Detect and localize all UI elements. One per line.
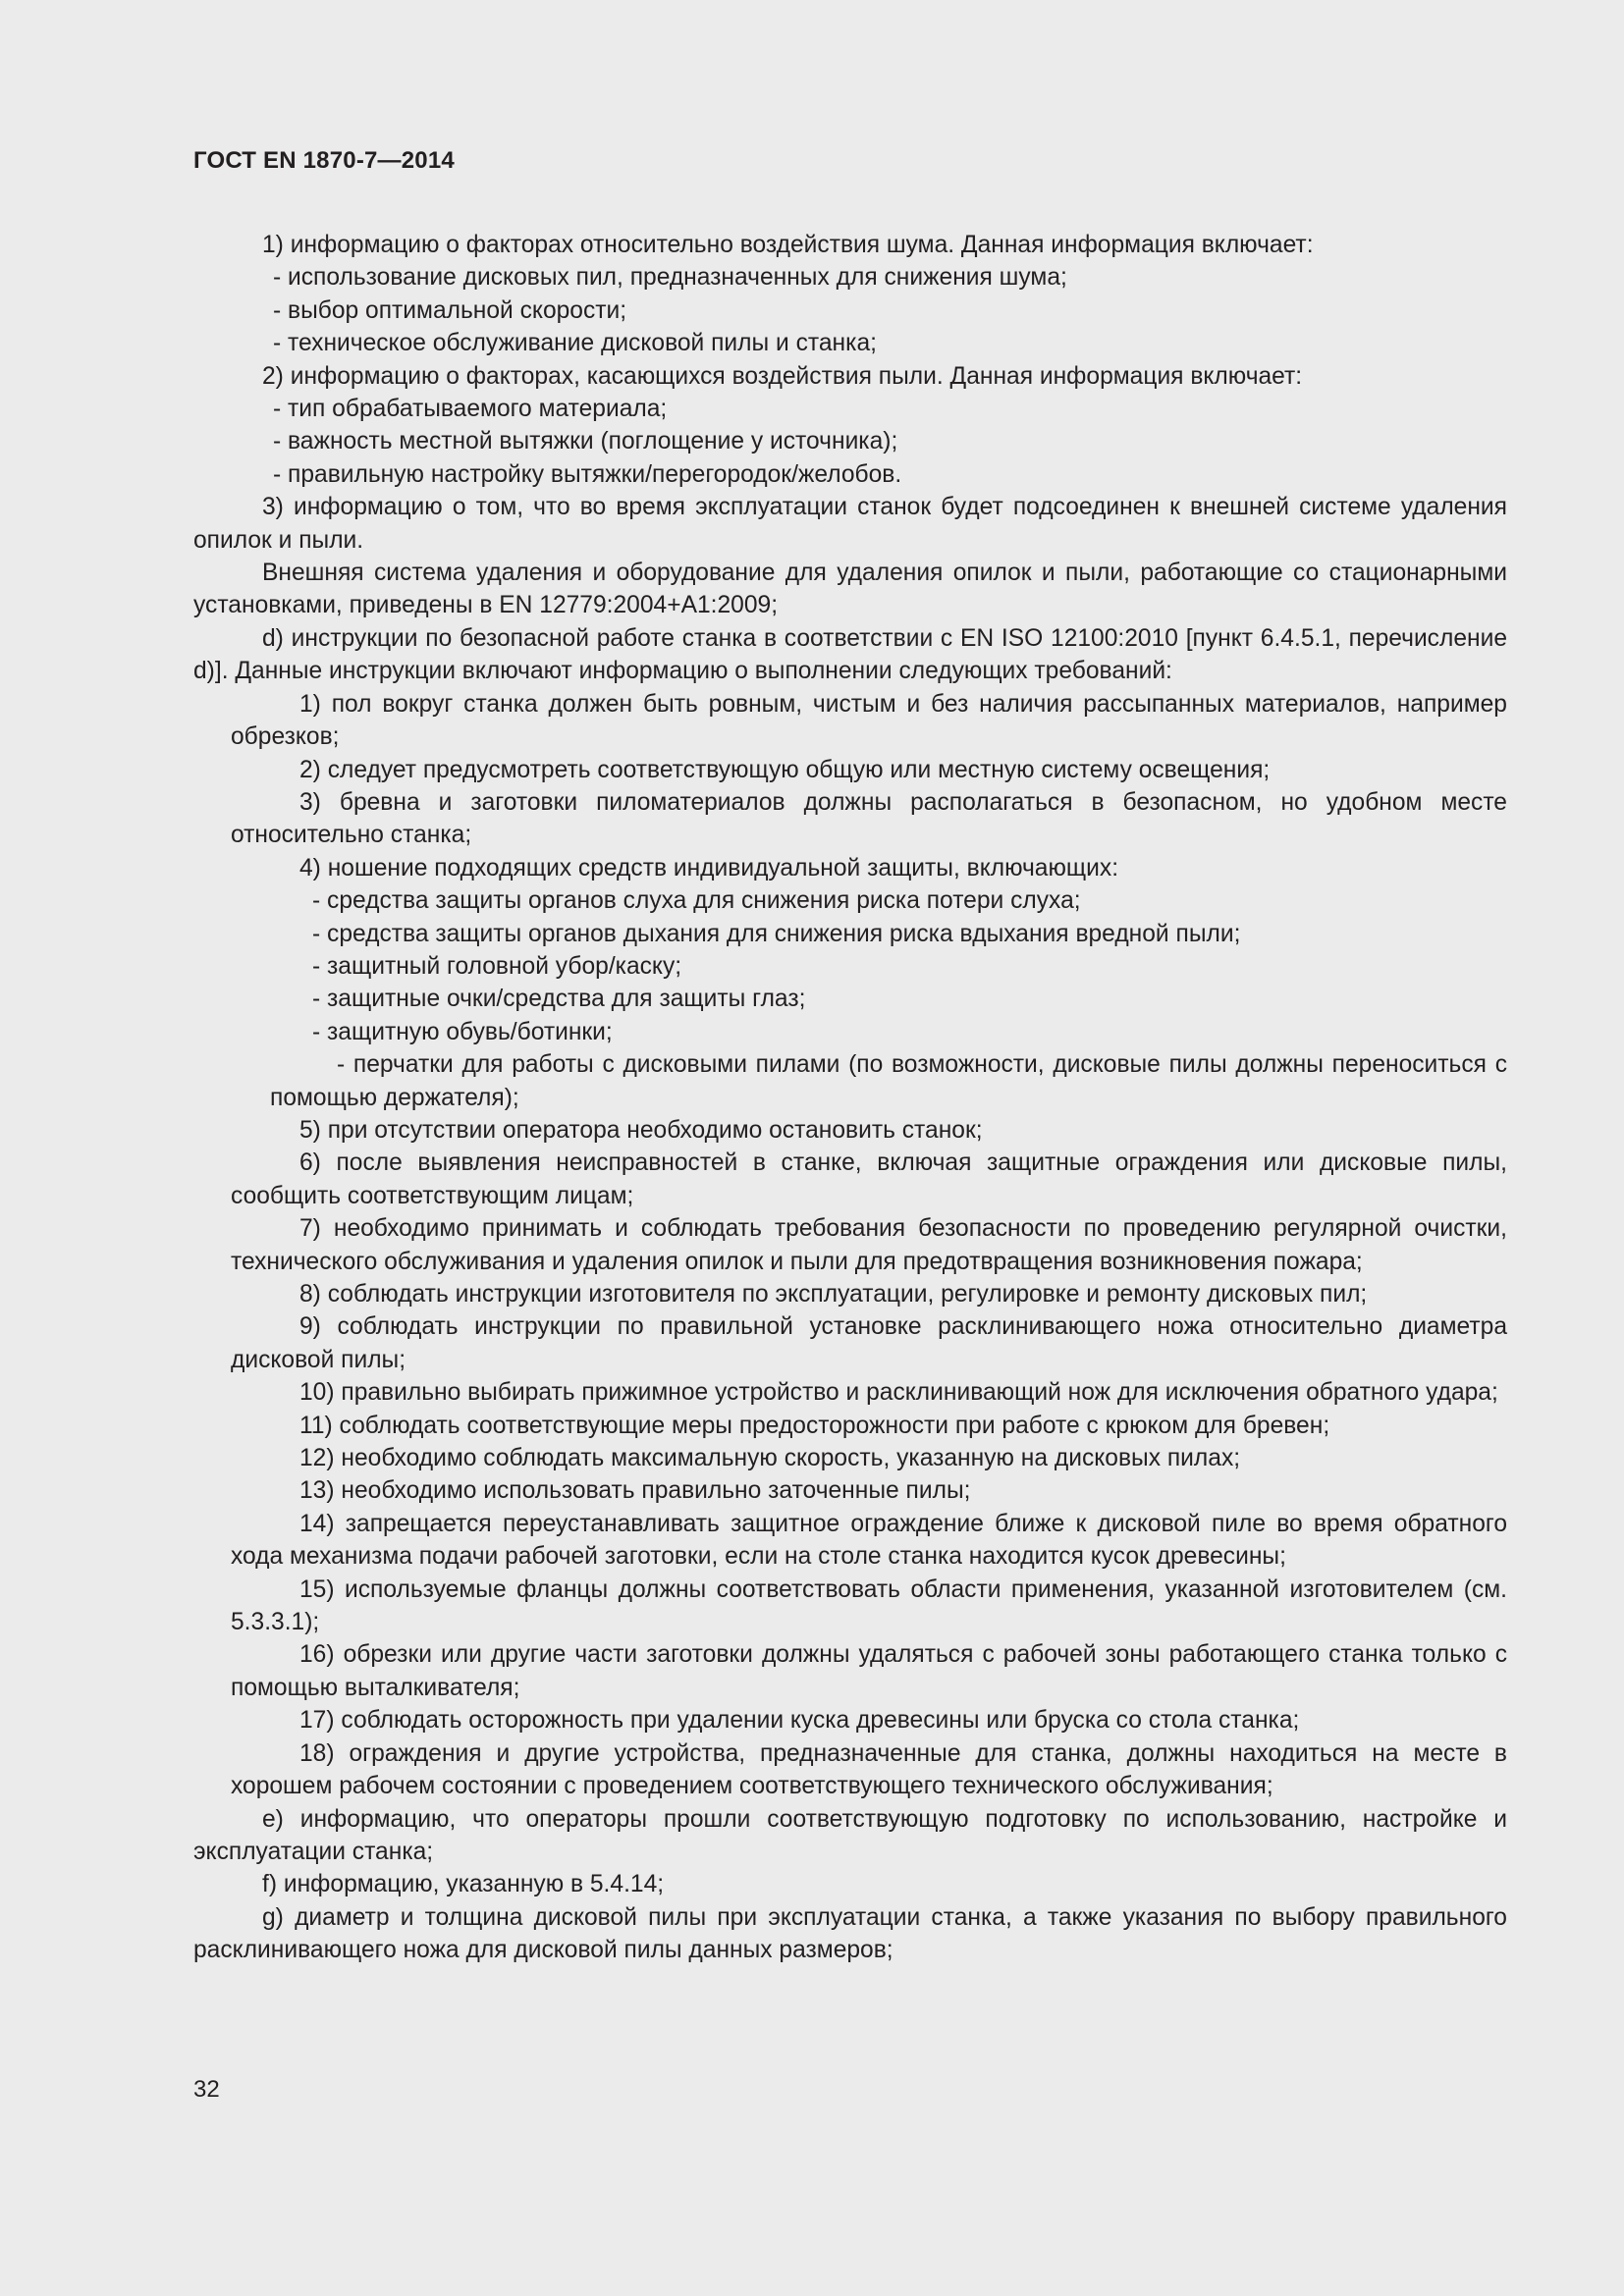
paragraph: 7) необходимо принимать и соблюдать требования безопасности по проведению регулярной очистки, технического обслуживания и удаления опилок и пыли для предотвращения возникновения пожара; [231, 1215, 1507, 1275]
paragraph: 2) следует предусмотреть соответствующую общую или местную систему освещения; [299, 756, 1271, 783]
paragraph: - защитный головной убор/каску; [312, 952, 682, 980]
paragraph: 1) информацию о факторах относительно воздействия шума. Данная информация включает: [262, 232, 1314, 258]
page-number: 32 [193, 2076, 220, 2103]
document-body [193, 229, 1507, 1967]
paragraph: 16) обрезки или другие части заготовки должны удаляться с рабочей зоны работающего станка только с помощью выталкивателя; [231, 1641, 1507, 1701]
paragraph: 9) соблюдать инструкции по правильной установке расклинивающего ножа относительно диаметра дисковой пилы; [231, 1313, 1507, 1373]
paragraph: 10) правильно выбирать прижимное устройство и расклинивающий нож для исключения обратного удара; [299, 1379, 1498, 1407]
paragraph: 17) соблюдать осторожность при удалении куска древесины или бруска со стола станка; [299, 1707, 1300, 1735]
document-header: ГОСТ EN 1870-7—2014 [193, 147, 455, 174]
paragraph: d) инструкции по безопасной работе станка в соответствии с EN ISO 12100:2010 [пункт 6.4.5.1, перечисление d)]. Данные инструкции включают информацию о выполнении следующих требований: [193, 624, 1507, 685]
paragraph: 11) соблюдать соответствующие меры предосторожности при работе с крюком для бревен; [299, 1412, 1330, 1439]
paragraph: 15) используемые фланцы должны соответствовать области применения, указанной изготовителем (см. 5.3.3.1); [231, 1575, 1507, 1636]
paragraph: 1) пол вокруг станка должен быть ровным, чистым и без наличия рассыпанных материалов, например обрезков; [231, 690, 1507, 751]
paragraph: - средства защиты органов слуха для снижения риска потери слуха; [312, 887, 1081, 915]
paragraph: - использование дисковых пил, предназначенных для снижения шума; [273, 264, 1067, 292]
paragraph: 3) информацию о том, что во время эксплуатации станок будет подсоединен к внешней системе удаления опилок и пыли. [193, 494, 1507, 554]
paragraph: 12) необходимо соблюдать максимальную скорость, указанную на дисковых пилах; [299, 1445, 1241, 1472]
paragraph: 8) соблюдать инструкции изготовителя по эксплуатации, регулировке и ремонту дисковых пил; [299, 1281, 1368, 1308]
paragraph: 6) после выявления неисправностей в станке, включая защитные ограждения или дисковые пилы, сообщить соответствующим лицам; [231, 1149, 1507, 1209]
paragraph: 13) необходимо использовать правильно заточенные пилы; [299, 1477, 971, 1505]
paragraph: - перчатки для работы с дисковыми пилами (по возможности, дисковые пилы должны переноситься с помощью держателя); [270, 1051, 1507, 1111]
paragraph: - средства защиты органов дыхания для снижения риска вдыхания вредной пыли; [312, 920, 1241, 947]
paragraph: 3) бревна и заготовки пиломатериалов должны располагаться в безопасном, но удобном месте относительно станка; [231, 788, 1507, 849]
paragraph: 4) ношение подходящих средств индивидуальной защиты, включающих: [299, 854, 1119, 881]
paragraph: - важность местной вытяжки (поглощение у источника); [273, 428, 898, 455]
paragraph: 18) ограждения и другие устройства, предназначенные для станка, должны находиться на месте в хорошем рабочем состоянии с проведением соответствующего технического обслуживания; [231, 1739, 1507, 1800]
paragraph: - правильную настройку вытяжки/перегородок/желобов. [273, 460, 902, 488]
paragraph: - техническое обслуживание дисковой пилы и станка; [273, 330, 877, 357]
paragraph: - защитные очки/средства для защиты глаз; [312, 986, 806, 1013]
paragraph: g) диаметр и толщина дисковой пилы при эксплуатации станка, а также указания по выбору правильного расклинивающего ножа для дисковой пилы данных размеров; [193, 1903, 1507, 1964]
paragraph: Внешняя система удаления и оборудование для удаления опилок и пыли, работающие со стационарными установками, приведены в EN 12779:2004+A1:2009; [193, 560, 1507, 619]
paragraph: 5) при отсутствии оператора необходимо остановить станок; [299, 1116, 983, 1144]
paragraph: e) информацию, что операторы прошли соответствующую подготовку по использованию, настройке и эксплуатации станка; [193, 1805, 1507, 1865]
paragraph: - тип обрабатываемого материала; [273, 396, 668, 423]
paragraph: 14) запрещается переустанавливать защитное ограждение ближе к дисковой пиле во время обратного хода механизма подачи рабочей заготовки, если на столе станка находится кусок древесины; [231, 1510, 1507, 1571]
paragraph: f) информацию, указанную в 5.4.14; [262, 1871, 665, 1898]
paragraph: - защитную обувь/ботинки; [312, 1018, 613, 1045]
paragraph: 2) информацию о факторах, касающихся воздействия пыли. Данная информация включает: [262, 362, 1303, 390]
paragraph: - выбор оптимальной скорости; [273, 296, 627, 324]
